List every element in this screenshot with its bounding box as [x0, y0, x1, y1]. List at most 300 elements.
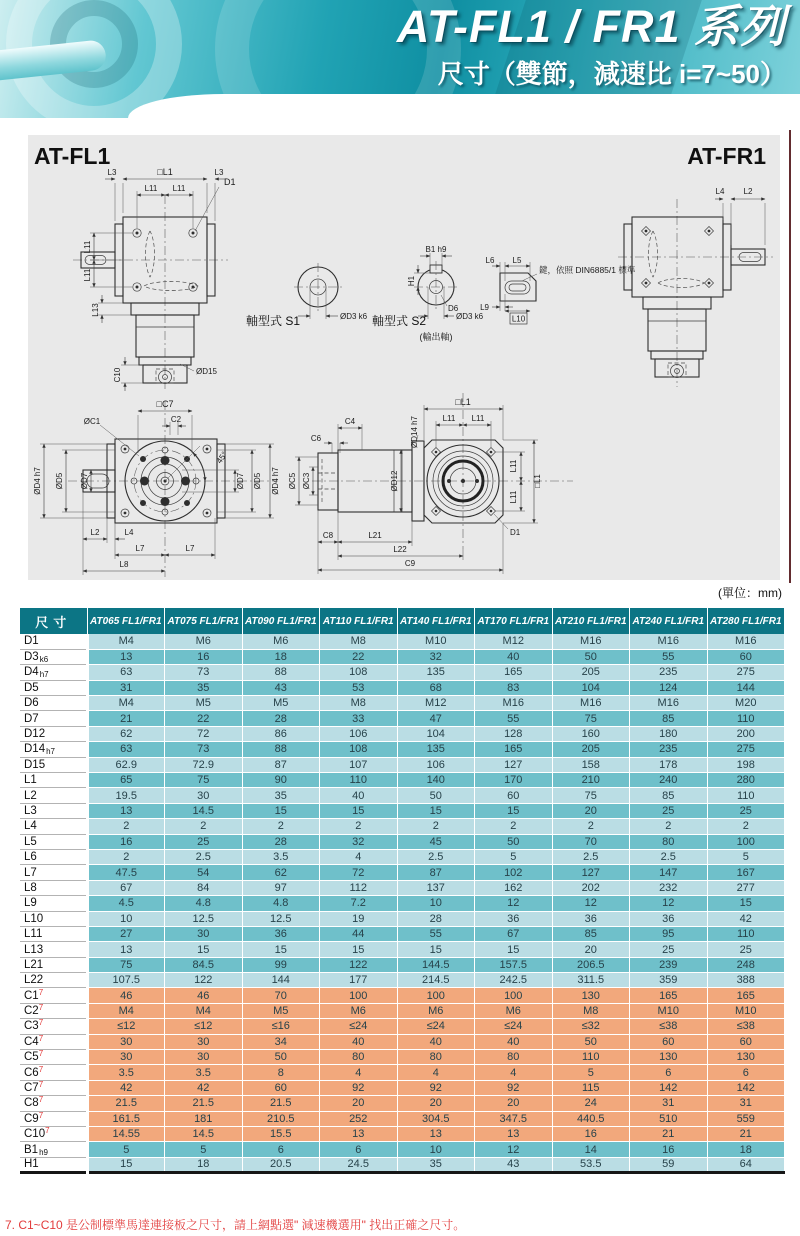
dim-value-cell: 124	[630, 680, 708, 695]
dim-value-cell: 15	[87, 1157, 165, 1172]
dim-value-cell: 232	[630, 880, 708, 895]
dim-name: L7	[24, 866, 37, 879]
dim-value-cell: 198	[707, 757, 785, 772]
dim-value-cell: 7.2	[320, 896, 398, 911]
dim-label-cell	[20, 1080, 87, 1095]
dim-label: ØC3	[302, 472, 311, 490]
dim-value-cell: 16	[87, 834, 165, 849]
dim-value-cell: 55	[630, 649, 708, 664]
dim-value-cell: 388	[707, 973, 785, 988]
dim-value-cell: 70	[552, 834, 630, 849]
dim-value-cell: 277	[707, 880, 785, 895]
dim-value-cell: 80	[475, 1050, 553, 1065]
dim-label-cell	[20, 1019, 87, 1034]
dim-value-cell: 2.5	[630, 849, 708, 864]
table-row	[20, 726, 785, 741]
dim-value-cell: 24	[552, 1096, 630, 1111]
dim-value-cell: 248	[707, 957, 785, 972]
dim-label-cell	[20, 988, 87, 1003]
drawing-title-fl1: AT-FL1	[34, 143, 111, 169]
dim-value-cell: 13	[397, 1127, 475, 1142]
table-row	[20, 1050, 785, 1065]
drawings-panel	[28, 135, 780, 580]
dim-value-cell: 15	[165, 942, 243, 957]
column-header: AT280 FL1/FR1	[707, 608, 785, 634]
dim-value-cell: 63	[87, 742, 165, 757]
dim-name: D6	[24, 697, 39, 710]
dim-value-cell: 165	[475, 742, 553, 757]
dim-label-cell	[20, 665, 87, 680]
dim-value-cell: 14.5	[165, 803, 243, 818]
dim-name: D1	[24, 635, 39, 648]
dim-name: L11	[24, 928, 43, 941]
dim-tolerance: k6	[39, 655, 49, 665]
dim-value-cell: 112	[320, 880, 398, 895]
dim-value-cell: 4	[475, 1065, 553, 1080]
dim-value-cell: 12.5	[165, 911, 243, 926]
front-view	[33, 399, 280, 577]
dim-value-cell: ≤32	[552, 1019, 630, 1034]
dim-value-cell: 60	[630, 1034, 708, 1049]
dim-value-cell: 200	[707, 726, 785, 741]
dim-value-cell: 67	[475, 926, 553, 941]
dim-value-cell: 15	[397, 803, 475, 818]
dim-value-cell: 2	[165, 819, 243, 834]
dim-label: C9	[404, 559, 416, 568]
dim-label: □L1	[455, 397, 471, 407]
dim-value-cell: 65	[87, 773, 165, 788]
dim-value-cell: 53	[320, 680, 398, 695]
dim-value-cell: M16	[630, 696, 708, 711]
dim-label-cell	[20, 849, 87, 864]
dim-value-cell: 275	[707, 665, 785, 680]
dim-value-cell: M16	[630, 634, 708, 649]
dim-value-cell: M8	[320, 634, 398, 649]
dim-label-cell	[20, 1065, 87, 1080]
table-row	[20, 849, 785, 864]
dim-value-cell: 27	[87, 926, 165, 941]
table-row	[20, 665, 785, 680]
fr1-drawing	[618, 187, 773, 387]
dim-value-cell: 35	[242, 788, 320, 803]
dim-value-cell: 75	[552, 788, 630, 803]
dim-label: □C7	[156, 399, 174, 409]
dim-value-cell: 75	[87, 957, 165, 972]
dim-value-cell: 30	[165, 926, 243, 941]
dim-value-cell: 165	[707, 988, 785, 1003]
dim-label: ØD5	[253, 472, 262, 490]
dim-label: B1 h9	[425, 245, 447, 254]
dim-label: L11	[83, 240, 92, 254]
dim-label-cell	[20, 711, 87, 726]
dim-value-cell: 2	[475, 819, 553, 834]
dim-name: C8	[24, 1097, 39, 1110]
dim-label-cell	[20, 1096, 87, 1111]
dim-value-cell: M10	[397, 634, 475, 649]
dim-value-cell: 2	[707, 819, 785, 834]
dim-value-cell: 5	[475, 849, 553, 864]
dim-value-cell: 5	[707, 849, 785, 864]
dim-label: C10	[113, 367, 122, 383]
dim-value-cell: ≤16	[242, 1019, 320, 1034]
dim-label-cell	[20, 649, 87, 664]
dim-value-cell: 16	[552, 1127, 630, 1142]
dim-value-cell: 80	[397, 1050, 475, 1065]
table-row	[20, 942, 785, 957]
dim-label: ØC1	[83, 417, 101, 426]
dim-label-cell	[20, 634, 87, 649]
table-row	[20, 988, 785, 1003]
dim-label: L4	[715, 187, 725, 196]
dim-value-cell: ≤38	[630, 1019, 708, 1034]
dim-value-cell: 22	[165, 711, 243, 726]
dim-value-cell: M6	[320, 1003, 398, 1018]
white-swoosh	[128, 94, 800, 118]
dim-value-cell: M12	[397, 696, 475, 711]
dim-value-cell: 92	[397, 1080, 475, 1095]
footnote-marker: 7	[38, 1080, 44, 1090]
dim-value-cell: 42	[87, 1080, 165, 1095]
dim-value-cell: 242.5	[475, 973, 553, 988]
dim-value-cell: 10	[87, 911, 165, 926]
dim-value-cell: 95	[630, 926, 708, 941]
dim-value-cell: M6	[397, 1003, 475, 1018]
dim-value-cell: 147	[630, 865, 708, 880]
dim-value-cell: 15	[242, 803, 320, 818]
dim-label: C2	[170, 415, 182, 424]
dim-value-cell: 42	[707, 911, 785, 926]
dim-label: ØD3 k6	[456, 312, 484, 321]
dim-label-cell	[20, 726, 87, 741]
dim-name: C10	[24, 1128, 46, 1141]
dim-value-cell: 19	[320, 911, 398, 926]
dim-value-cell: 62	[87, 726, 165, 741]
dim-value-cell: M4	[87, 1003, 165, 1018]
dim-value-cell: 30	[165, 1050, 243, 1065]
table-row	[20, 1157, 785, 1172]
dim-value-cell: 25	[165, 834, 243, 849]
dim-name: B1	[24, 1143, 39, 1156]
dim-value-cell: 36	[630, 911, 708, 926]
dim-value-cell: 35	[397, 1157, 475, 1172]
dim-value-cell: 21	[630, 1127, 708, 1142]
dim-label: L7	[185, 544, 195, 553]
dim-name: C4	[24, 1035, 39, 1048]
dim-value-cell: 32	[397, 649, 475, 664]
footnote-marker: 7	[38, 987, 44, 997]
dim-value-cell: 36	[552, 911, 630, 926]
dim-label-cell	[20, 896, 87, 911]
dim-value-cell: 2	[242, 819, 320, 834]
dim-value-cell: 206.5	[552, 957, 630, 972]
dim-value-cell: 106	[320, 726, 398, 741]
column-header: AT065 FL1/FR1	[87, 608, 165, 634]
dim-value-cell: 6	[320, 1142, 398, 1157]
dim-value-cell: M10	[630, 1003, 708, 1018]
dim-label-cell	[20, 696, 87, 711]
column-header: AT110 FL1/FR1	[320, 608, 398, 634]
dim-value-cell: 13	[320, 1127, 398, 1142]
dim-name: C5	[24, 1051, 39, 1064]
dim-value-cell: 15.5	[242, 1127, 320, 1142]
dim-name: L4	[24, 820, 37, 833]
dim-name: D4	[24, 666, 39, 679]
dim-value-cell: 62.9	[87, 757, 165, 772]
dim-name: D14	[24, 743, 46, 756]
technical-drawings	[28, 135, 780, 580]
dim-value-cell: 63	[87, 665, 165, 680]
dim-value-cell: ≤38	[707, 1019, 785, 1034]
table-row	[20, 834, 785, 849]
dim-value-cell: 104	[397, 726, 475, 741]
dim-value-cell: 75	[165, 773, 243, 788]
side-view	[288, 393, 573, 574]
dim-value-cell: 13	[87, 942, 165, 957]
dim-label-cell	[20, 788, 87, 803]
dim-value-cell: 85	[630, 788, 708, 803]
dim-value-cell: 22	[320, 649, 398, 664]
dim-value-cell: 144.5	[397, 957, 475, 972]
dim-value-cell: 6	[707, 1065, 785, 1080]
dim-value-cell: 40	[320, 1034, 398, 1049]
dim-value-cell: 83	[475, 680, 553, 695]
dim-name: D15	[24, 758, 46, 771]
table-row	[20, 1096, 785, 1111]
dim-tolerance: h7	[46, 747, 56, 757]
dim-value-cell: 3.5	[87, 1065, 165, 1080]
dim-name: C7	[24, 1082, 39, 1095]
units-note: (單位：mm)	[718, 586, 782, 600]
table-row	[20, 788, 785, 803]
dim-label-cell	[20, 773, 87, 788]
dim-value-cell: 32	[320, 834, 398, 849]
dim-value-cell: 31	[707, 1096, 785, 1111]
dim-value-cell: 28	[397, 911, 475, 926]
dim-value-cell: 280	[707, 773, 785, 788]
dim-label: D6	[448, 304, 459, 313]
dim-name: C1	[24, 989, 39, 1002]
dim-value-cell: 14	[552, 1142, 630, 1157]
dim-label-cell	[20, 819, 87, 834]
dim-label: L2	[90, 528, 100, 537]
dim-value-cell: 60	[707, 1034, 785, 1049]
dim-value-cell: 31	[630, 1096, 708, 1111]
dim-value-cell: 4.8	[165, 896, 243, 911]
column-header: AT090 FL1/FR1	[242, 608, 320, 634]
dim-value-cell: 2	[552, 819, 630, 834]
dim-value-cell: M6	[165, 634, 243, 649]
dim-value-cell: 15	[320, 942, 398, 957]
dim-label: L11	[144, 184, 158, 193]
table-row	[20, 649, 785, 664]
dim-value-cell: 210.5	[242, 1111, 320, 1126]
dim-value-cell: 72	[165, 726, 243, 741]
dim-value-cell: 88	[242, 742, 320, 757]
dim-value-cell: M16	[552, 696, 630, 711]
dim-label: L2	[743, 187, 753, 196]
dim-value-cell: 2.5	[165, 849, 243, 864]
dim-value-cell: 14.5	[165, 1127, 243, 1142]
table-row	[20, 865, 785, 880]
dim-label: L13	[91, 303, 100, 317]
dim-value-cell: 44	[320, 926, 398, 941]
dim-value-cell: 130	[707, 1050, 785, 1065]
dim-value-cell: 4.5	[87, 896, 165, 911]
fl1-drawing	[73, 167, 236, 391]
dim-value-cell: M12	[475, 634, 553, 649]
dim-value-cell: 4	[320, 849, 398, 864]
dim-value-cell: 440.5	[552, 1111, 630, 1126]
dim-value-cell: M10	[707, 1003, 785, 1018]
table-row	[20, 911, 785, 926]
dim-label: ØD4 h7	[33, 467, 42, 495]
dim-value-cell: 106	[397, 757, 475, 772]
dim-value-cell: 180	[630, 726, 708, 741]
dim-value-cell: 59	[630, 1157, 708, 1172]
dim-value-cell: 46	[87, 988, 165, 1003]
dim-value-cell: 15	[397, 942, 475, 957]
dim-value-cell: 28	[242, 711, 320, 726]
dim-value-cell: 128	[475, 726, 553, 741]
dim-value-cell: 20	[552, 942, 630, 957]
dim-value-cell: 122	[320, 957, 398, 972]
dim-value-cell: 85	[552, 926, 630, 941]
dim-name: L5	[24, 835, 37, 848]
dim-value-cell: 30	[165, 788, 243, 803]
dim-value-cell: 214.5	[397, 973, 475, 988]
dim-name: C9	[24, 1112, 39, 1125]
dim-value-cell: 25	[630, 942, 708, 957]
table-row	[20, 1127, 785, 1142]
dim-name: L1	[24, 774, 37, 787]
dim-value-cell: 10	[397, 896, 475, 911]
table-row	[20, 742, 785, 757]
dim-value-cell: 12	[630, 896, 708, 911]
dim-value-cell: 107.5	[87, 973, 165, 988]
dim-value-cell: 108	[320, 665, 398, 680]
column-header: AT210 FL1/FR1	[552, 608, 630, 634]
dim-value-cell: 46	[165, 988, 243, 1003]
dim-value-cell: 157.5	[475, 957, 553, 972]
dim-name: D7	[24, 712, 39, 725]
table-row	[20, 1003, 785, 1018]
dim-value-cell: 5	[552, 1065, 630, 1080]
dim-label: L10	[511, 314, 526, 324]
dim-value-cell: 20.5	[242, 1157, 320, 1172]
dim-value-cell: 102	[475, 865, 553, 880]
dim-value-cell: 20	[552, 803, 630, 818]
dim-value-cell: 210	[552, 773, 630, 788]
dim-value-cell: 104	[552, 680, 630, 695]
dim-value-cell: 6	[630, 1065, 708, 1080]
dim-value-cell: 140	[397, 773, 475, 788]
dim-value-cell: 100	[320, 988, 398, 1003]
dim-value-cell: 43	[242, 680, 320, 695]
dim-value-cell: 12	[475, 896, 553, 911]
dim-label: ØD3 k6	[340, 312, 368, 321]
table-row	[20, 803, 785, 818]
dim-value-cell: 54	[165, 865, 243, 880]
dim-value-cell: 92	[475, 1080, 553, 1095]
dim-value-cell: 20	[475, 1096, 553, 1111]
dim-label: L5	[512, 256, 522, 265]
dim-label: L6	[485, 256, 495, 265]
shaft-type-s1-caption: 軸型式 S1	[246, 314, 301, 328]
dim-value-cell: 87	[242, 757, 320, 772]
dim-value-cell: 304.5	[397, 1111, 475, 1126]
dim-value-cell: 8	[242, 1065, 320, 1080]
dim-tolerance: h9	[39, 1147, 48, 1157]
footnote-marker: 7	[38, 1003, 44, 1013]
footnote-marker: 7	[38, 1064, 44, 1074]
dim-label-cell	[20, 834, 87, 849]
dim-value-cell: 34	[242, 1034, 320, 1049]
dim-label: □L1	[533, 474, 542, 488]
dim-value-cell: 20	[397, 1096, 475, 1111]
dim-value-cell: 18	[707, 1142, 785, 1157]
dim-value-cell: 3.5	[242, 849, 320, 864]
dim-value-cell: 50	[242, 1050, 320, 1065]
dim-value-cell: 2.5	[397, 849, 475, 864]
dim-value-cell: 75	[552, 711, 630, 726]
footnote: 7. C1~C10 是公制標準馬達連接板之尺寸，請上網點選" 減速機選用" 找出正確之尺寸。	[5, 1218, 466, 1232]
dim-value-cell: 15	[320, 803, 398, 818]
dim-value-cell: 28	[242, 834, 320, 849]
dim-tolerance: h7	[39, 670, 49, 680]
dim-value-cell: 510	[630, 1111, 708, 1126]
column-header: AT075 FL1/FR1	[165, 608, 243, 634]
dim-name: D5	[24, 681, 39, 694]
dim-value-cell: 240	[630, 773, 708, 788]
dim-value-cell: 80	[630, 834, 708, 849]
dim-value-cell: 42	[165, 1080, 243, 1095]
dim-label-cell	[20, 926, 87, 941]
table-row	[20, 1142, 785, 1157]
dim-label-cell	[20, 1157, 87, 1172]
dim-value-cell: ≤24	[320, 1019, 398, 1034]
dim-value-cell: 30	[165, 1034, 243, 1049]
footnote-marker: 7	[38, 1095, 44, 1105]
dim-value-cell: 70	[242, 988, 320, 1003]
table-header-row	[20, 608, 785, 634]
column-header: AT170 FL1/FR1	[475, 608, 553, 634]
dim-name: D3	[24, 651, 39, 664]
dim-name: L8	[24, 881, 37, 894]
dim-value-cell: 55	[475, 711, 553, 726]
table-row	[20, 696, 785, 711]
dim-value-cell: 43	[475, 1157, 553, 1172]
dim-value-cell: 130	[630, 1050, 708, 1065]
dim-value-cell: 12	[552, 896, 630, 911]
dim-value-cell: 73	[165, 665, 243, 680]
dim-value-cell: 85	[630, 711, 708, 726]
dim-value-cell: 110	[320, 773, 398, 788]
shaft-type-s2-caption: 軸型式 S2	[372, 314, 427, 328]
dim-label-cell	[20, 1127, 87, 1142]
dim-value-cell: 161.5	[87, 1111, 165, 1126]
dim-value-cell: 30	[87, 1050, 165, 1065]
dim-value-cell: 110	[707, 711, 785, 726]
footnote-marker: 7	[38, 1049, 44, 1059]
dim-value-cell: 55	[397, 926, 475, 941]
dim-name: L22	[24, 974, 44, 987]
dim-value-cell: 158	[552, 757, 630, 772]
dim-name: D12	[24, 728, 46, 741]
dim-value-cell: 40	[320, 788, 398, 803]
table-row	[20, 957, 785, 972]
dim-value-cell: 127	[475, 757, 553, 772]
dim-value-cell: 162	[475, 880, 553, 895]
